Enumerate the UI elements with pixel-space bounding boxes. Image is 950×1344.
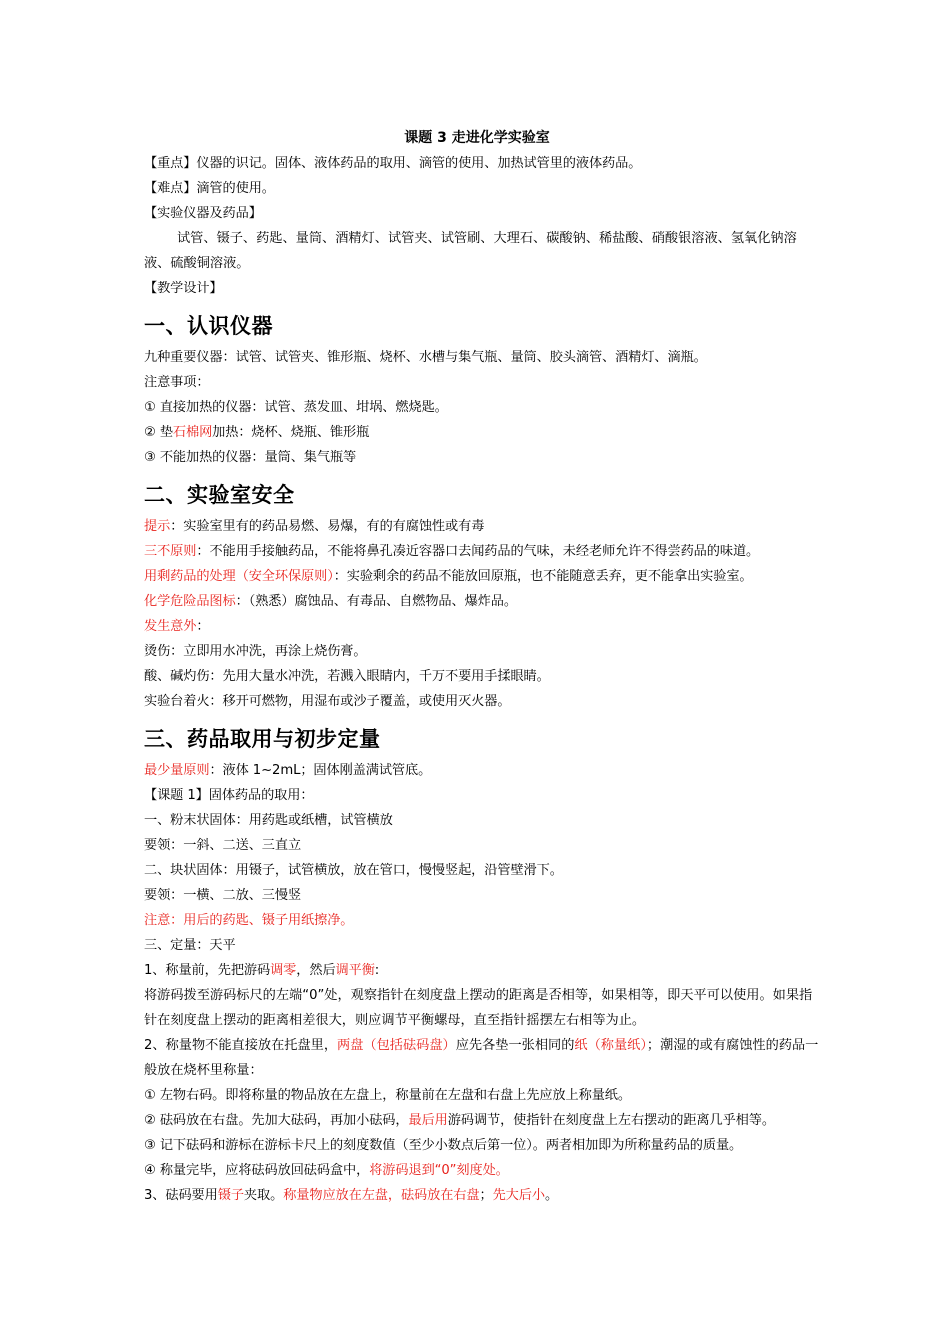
step3-mid: 夹取。 — [243, 1188, 284, 1203]
accidents-label: 发生意外 — [144, 619, 197, 634]
section-heading-instruments: 一、认识仪器 — [144, 314, 273, 338]
materials-heading: 【实验仪器及药品】 — [144, 206, 262, 221]
gauze-prefix: ② 垫 — [144, 425, 173, 440]
step1-mid: ，然后 — [296, 963, 336, 978]
step3-tweezers: 镊子 — [217, 1188, 244, 1203]
gauze-suffix: 加热：烧杯、烧瓶、锥形瓶 — [212, 425, 370, 440]
three-nos-rule — [144, 539, 820, 564]
key-points: 【重点】仪器的识记。固体、液体药品的取用、滴管的使用、加热试管里的液体药品。 — [144, 156, 642, 171]
leftover-handling — [144, 564, 820, 589]
burn-handling: 烫伤：立即用水冲洗，再涂上烧伤膏。 — [144, 644, 367, 659]
leftover-text: ：实验剩余的药品不能放回原瓶，也不能随意丢弃，更不能拿出实验室。 — [333, 569, 753, 584]
step2-prefix: 2、称量物不能直接放在托盘里， — [144, 1038, 338, 1053]
notes-label: 注意事项： — [144, 375, 210, 390]
topic-1-heading: 【课题 1】固体药品的取用： — [144, 788, 314, 803]
step1-prefix: 1、称量前，先把游码 — [144, 963, 271, 978]
hazard-label: 化学危险品图标 — [144, 594, 236, 609]
step3-large-first: 先大后小 — [492, 1188, 545, 1203]
weights-suffix: 游码调节，使指针在刻度盘上左右摆动的距离几乎相等。 — [447, 1113, 775, 1128]
powder-steps: 要领：一斜、二送、三直立 — [144, 838, 302, 853]
materials-list: 试管、镊子、药匙、量筒、酒精灯、试管夹、试管刷、大理石、碳酸钠、稀盐酸、硝酸银溶液、氢氧化钠溶液、硫酸铜溶液。 — [144, 231, 797, 271]
step1-zero: 调零 — [270, 963, 297, 978]
direct-heating-item: ① 直接加热的仪器：试管、蒸发皿、坩埚、燃烧匙。 — [144, 400, 448, 415]
after-prefix: ④ 称量完毕，应将砝码放回砝码盒中， — [144, 1163, 370, 1178]
balance-step-1 — [144, 958, 820, 983]
difficult-points: 【难点】滴管的使用。 — [144, 181, 275, 196]
block-solid: 二、块状固体：用镊子，试管横放，放在管口，慢慢竖起，沿管壁滑下。 — [144, 863, 563, 878]
left-object-right-weight: ① 左物右码。即将称量的物品放在左盘上，称量前在左盘和右盘上先应放上称量纸。 — [144, 1088, 631, 1103]
three-nos-label: 三不原则 — [144, 544, 197, 559]
balance-heading: 三、定量：天平 — [144, 938, 236, 953]
safety-tip — [144, 514, 820, 539]
step1-balance: 调平衡 — [335, 963, 375, 978]
step2-both-pans: 两盘（包括砝码盘） — [337, 1038, 456, 1053]
after-weighing — [144, 1158, 820, 1183]
step2-suffix: ；潮湿的或有腐蚀性的药品一般放在烧杯里称量： — [144, 1038, 819, 1078]
section-heading-reagents: 三、药品取用与初步定量 — [144, 727, 381, 751]
step2-mid: 应先各垫一张相同的 — [455, 1038, 575, 1053]
hazard-text: ：（熟悉）腐蚀品、有毒品、自燃物品、爆炸品。 — [235, 594, 517, 609]
weights-prefix: ② 砝码放在右盘。先加大砝码，再加小砝码， — [144, 1113, 409, 1128]
powder-solid: 一、粉末状固体：用药匙或纸槽，试管横放 — [144, 813, 393, 828]
accidents — [144, 614, 820, 639]
no-heating-item: ③ 不能加热的仪器：量筒、集气瓶等 — [144, 450, 357, 465]
teaching-design-heading: 【教学设计】 — [144, 281, 223, 296]
bench-fire-handling: 实验台着火：移开可燃物，用湿布或沙子覆盖，或使用灭火器。 — [144, 694, 511, 709]
gauze-highlight: 石棉网 — [172, 425, 213, 440]
tip-text: ：实验室里有的药品易燃、易爆，有的有腐蚀性或有毒 — [170, 519, 485, 534]
leftover-label: 用剩药品的处理（安全环保原则） — [144, 569, 334, 584]
accidents-colon: ： — [196, 619, 210, 634]
gauze-heating-item — [144, 420, 820, 445]
minimum-text: ：液体 1~2mL；固体刚盖满试管底。 — [209, 763, 432, 778]
three-nos-text: ：不能用手接触药品，不能将鼻孔凑近容器口去闻药品的气味，未经老师允许不得尝药品的味道。 — [196, 544, 760, 559]
block-steps: 要领：一横、二放、三慢竖 — [144, 888, 302, 903]
hazard-icons — [144, 589, 820, 614]
step2-weighing-paper: 纸（称量纸） — [574, 1038, 647, 1053]
step3-semicolon: ； — [479, 1188, 493, 1203]
instruments-list: 九种重要仪器：试管、试管夹、锥形瓶、烧杯、水槽与集气瓶、量筒、胶头滴管、酒精灯、滴瓶。 — [144, 350, 707, 365]
step3-period: 。 — [544, 1188, 559, 1203]
weights-on-right — [144, 1108, 820, 1133]
step3-prefix: 3、砝码要用 — [144, 1188, 218, 1203]
balance-step-3 — [144, 1183, 820, 1208]
page-title: 课题 3 走进化学实验室 — [404, 130, 550, 146]
cleanup-note: 注意：用后的药匙、镊子用纸擦净。 — [144, 913, 354, 928]
acid-base-burn-handling: 酸、碱灼伤：先用大量水冲洗，若溅入眼睛内，千万不要用手揉眼睛。 — [144, 669, 550, 684]
after-reset-rider: 将游码退到“0”刻度处。 — [369, 1163, 509, 1178]
balance-step-1-detail: 将游码拨至游码标尺的左端“0”处，观察指针在刻度盘上摆动的距离是否相等，如果相等，即天平可以使用。如果指针在刻度盘上摆动的距离相差很大，则应调节平衡螺母，直至指针摇摆左右相等为止。 — [144, 988, 813, 1028]
tip-label: 提示 — [144, 519, 171, 534]
weights-finally: 最后用 — [408, 1113, 448, 1128]
minimum-label: 最少量原则 — [144, 763, 210, 778]
document-content — [144, 126, 820, 1208]
section-heading-safety: 二、实验室安全 — [144, 483, 295, 507]
balance-step-2 — [144, 1033, 820, 1083]
step1-colon: : — [374, 963, 380, 978]
minimum-principle — [144, 758, 820, 783]
record-readings: ③ 记下砝码和游标在游标卡尺上的刻度数值（至少小数点后第一位）。两者相加即为所称量药品的质量。 — [144, 1138, 743, 1153]
step3-placement: 称量物应放在左盘，砝码放在右盘 — [283, 1188, 480, 1203]
